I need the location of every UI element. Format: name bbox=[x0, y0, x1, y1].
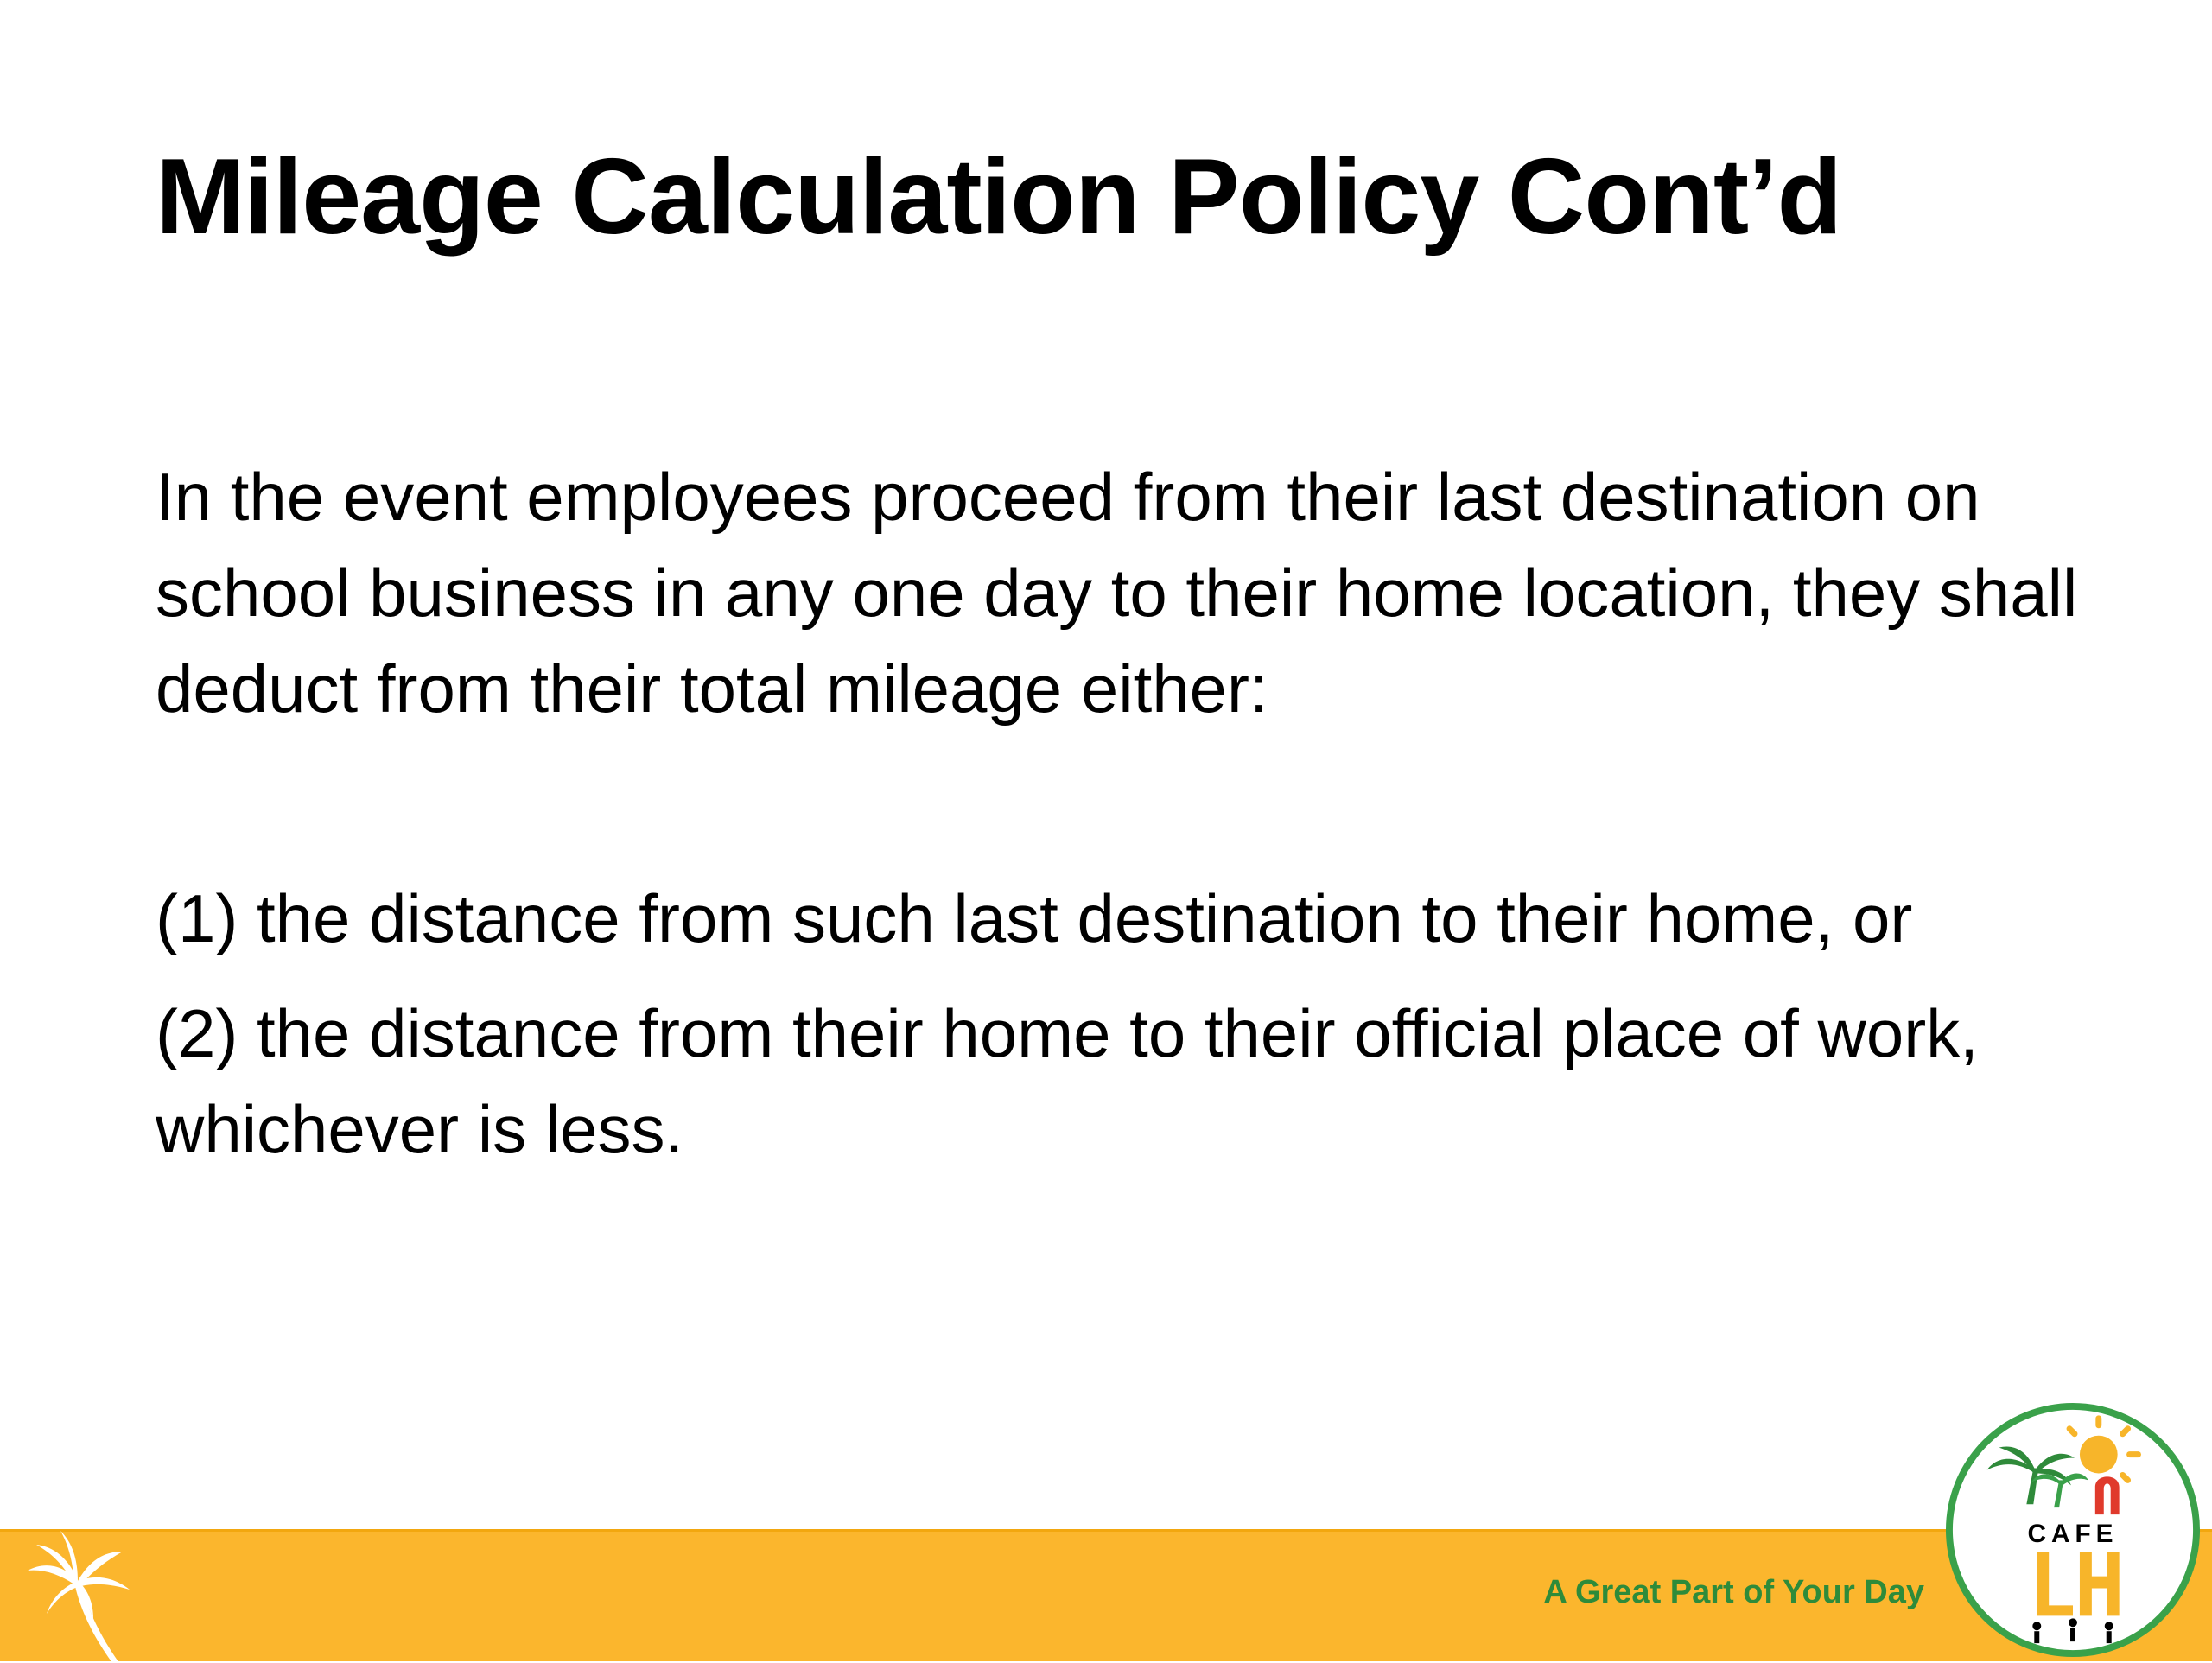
footer-tagline: A Great Part of Your Day bbox=[1543, 1574, 1924, 1610]
list-item: (1) the distance from such last destination to their home, or bbox=[156, 880, 1913, 956]
cafe-la-logo bbox=[1944, 1401, 2202, 1659]
slide-title: Mileage Calculation Policy Cont’d bbox=[156, 137, 1842, 257]
list-item: (2) the distance from their home to their official place of work, whichever is less. bbox=[156, 995, 1979, 1167]
slide-body bbox=[156, 449, 2143, 1177]
logo-cafe-text: CAFE bbox=[2027, 1519, 2119, 1548]
intro-paragraph: In the event employees proceed from their last destination on school business in any one day to their home location, they shall deduct from their total mileage either: bbox=[156, 459, 2078, 727]
palm-tree-icon bbox=[17, 1520, 138, 1663]
